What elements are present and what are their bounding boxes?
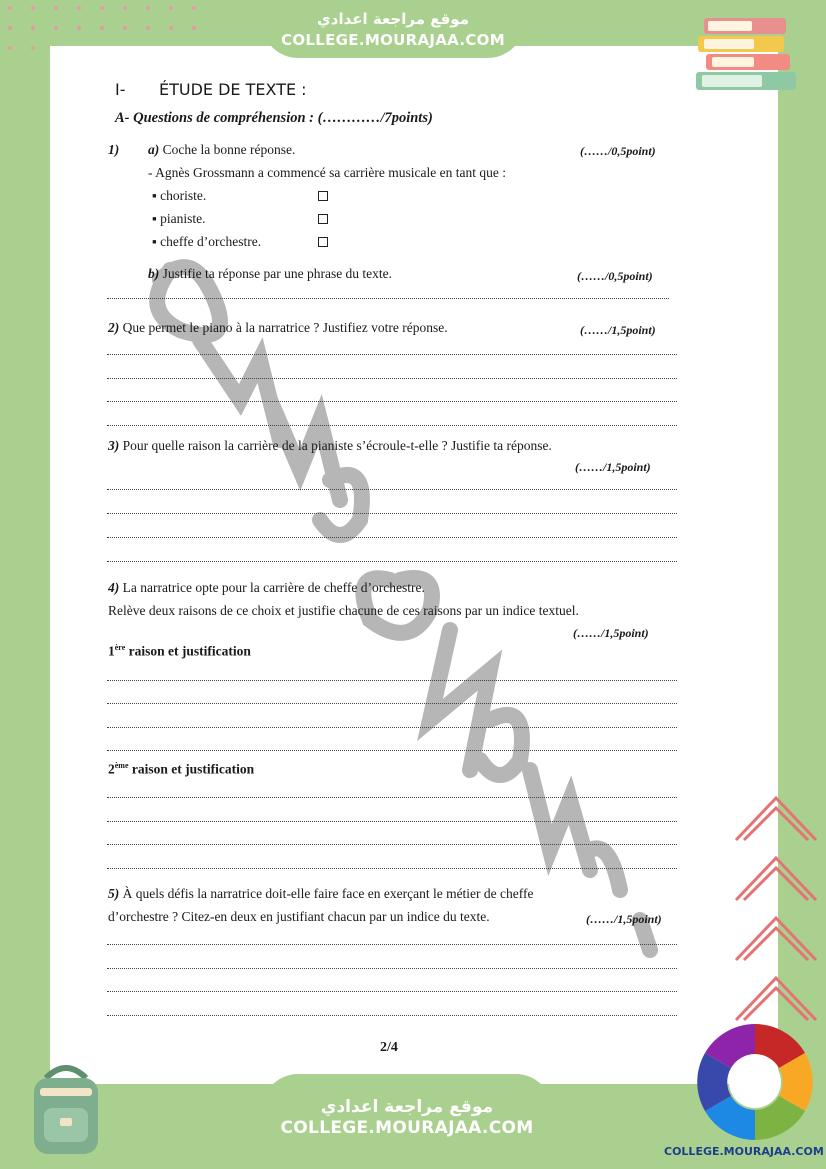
answer-line[interactable] xyxy=(107,821,677,822)
q4-line xyxy=(108,580,425,596)
decorative-dot xyxy=(77,6,81,10)
answer-line[interactable] xyxy=(107,489,677,490)
site-domain[interactable]: COLLEGE.MOURAJAA.COM xyxy=(281,31,505,49)
section-title: ÉTUDE DE TEXTE : xyxy=(159,80,307,99)
answer-line[interactable] xyxy=(107,680,677,681)
option-item: ▪ cheffe d’orchestre. xyxy=(152,234,262,249)
q1b-label: b) xyxy=(148,266,160,281)
q5-line xyxy=(108,886,534,902)
q5-text-2: d’orchestre ? Citez-en deux en justifiant chacun par un indice du texte. xyxy=(108,909,490,924)
site-arabic-name: موقع مراجعة اعدادي xyxy=(320,1097,494,1117)
q1a-label: a) xyxy=(148,142,160,157)
site-logo-icon[interactable] xyxy=(694,1022,816,1142)
answer-line[interactable] xyxy=(107,727,677,728)
decorative-dot xyxy=(31,6,35,10)
q3-line xyxy=(108,438,552,454)
answer-line[interactable] xyxy=(107,561,677,562)
q1b-line xyxy=(148,266,392,282)
option-checkbox[interactable] xyxy=(318,214,328,224)
backpack-icon xyxy=(16,1058,116,1158)
site-banner-top xyxy=(262,0,524,58)
q2-line xyxy=(108,320,448,336)
answer-line[interactable] xyxy=(107,944,677,945)
answer-line[interactable] xyxy=(107,513,677,514)
q1-line xyxy=(108,142,295,158)
decorative-dot xyxy=(169,26,173,30)
answer-line[interactable] xyxy=(107,1015,677,1016)
answer-line[interactable] xyxy=(107,750,677,751)
q1-prompt: - Agnès Grossmann a commencé sa carrière musicale en tant que : xyxy=(148,165,506,180)
reason-2-number: 2 xyxy=(108,761,115,777)
decorative-dot xyxy=(100,6,104,10)
reason-1-heading xyxy=(108,643,251,660)
answer-line[interactable] xyxy=(107,401,677,402)
decorative-dot xyxy=(31,46,35,50)
decorative-dot xyxy=(54,26,58,30)
site-domain[interactable]: COLLEGE.MOURAJAA.COM xyxy=(280,1118,534,1138)
option-item: ▪ pianiste. xyxy=(152,211,206,226)
decorative-dot xyxy=(169,6,173,10)
q1a-text: Coche la bonne réponse. xyxy=(162,142,296,157)
answer-line[interactable] xyxy=(107,991,677,992)
answer-line[interactable] xyxy=(107,378,677,379)
decorative-dot xyxy=(192,26,196,30)
answer-line[interactable] xyxy=(107,868,677,869)
page-number: 2/4 xyxy=(380,1040,398,1055)
site-arabic-name: موقع مراجعة اعدادي xyxy=(317,10,469,28)
answer-line[interactable] xyxy=(107,425,677,426)
reason-1-sup: ère xyxy=(114,643,126,652)
q1b-points: (……/0,5point) xyxy=(577,269,653,283)
decorative-dot xyxy=(77,26,81,30)
q3-number: 3) xyxy=(108,438,120,453)
q1-number: 1) xyxy=(108,142,120,157)
q2-text: Que permet le piano à la narratrice ? Justifiez votre réponse. xyxy=(122,320,448,335)
option-item: ▪ choriste. xyxy=(152,188,207,203)
decorative-dot xyxy=(8,46,12,50)
reason-1-label: raison et justification xyxy=(125,643,251,659)
option-checkbox[interactable] xyxy=(318,237,328,247)
decorative-dot xyxy=(123,6,127,10)
q4-text-2: Relève deux raisons de ce choix et justifie chacune de ces raisons par un indice textuel. xyxy=(108,603,579,618)
decorative-dot xyxy=(100,26,104,30)
answer-line[interactable] xyxy=(107,354,677,355)
decorative-dot xyxy=(31,26,35,30)
q5-text-1: À quels défis la narratrice doit-elle faire face en exerçant le métier de cheffe xyxy=(122,886,534,901)
q1a-points: (……/0,5point) xyxy=(580,144,656,158)
q4-text-1: La narratrice opte pour la carrière de cheffe d’orchestre. xyxy=(122,580,425,595)
option-checkbox[interactable] xyxy=(318,191,328,201)
q4-number: 4) xyxy=(108,580,120,595)
answer-line[interactable] xyxy=(107,968,677,969)
decorative-dot xyxy=(123,26,127,30)
q5-points: (……/1,5point) xyxy=(586,912,662,926)
chevron-up-icons xyxy=(730,790,820,1030)
q5-number: 5) xyxy=(108,886,120,901)
answer-line[interactable] xyxy=(107,298,669,299)
q3-points: (……/1,5point) xyxy=(575,460,651,474)
q4-points: (……/1,5point) xyxy=(573,626,649,640)
section-heading xyxy=(115,80,307,99)
decorative-dot xyxy=(146,26,150,30)
decorative-dot xyxy=(146,6,150,10)
reason-2-sup: ème xyxy=(114,761,129,770)
decorative-dot xyxy=(54,6,58,10)
books-icon xyxy=(694,14,804,96)
decorative-dot xyxy=(8,26,12,30)
q2-number: 2) xyxy=(108,320,120,335)
section-number: I- xyxy=(115,80,126,99)
answer-line[interactable] xyxy=(107,797,677,798)
answer-line[interactable] xyxy=(107,537,677,538)
logo-label: COLLEGE.MOURAJAA.COM xyxy=(664,1145,824,1158)
reason-2-label: raison et justification xyxy=(128,761,255,777)
section-subtitle: A- Questions de compréhension : (…………/7points) xyxy=(115,110,433,126)
reason-2-heading xyxy=(108,761,254,778)
q3-text: Pour quelle raison la carrière de la pianiste s’écroule-t-elle ? Justifie ta réponse. xyxy=(122,438,552,453)
answer-line[interactable] xyxy=(107,844,677,845)
q2-points: (……/1,5point) xyxy=(580,323,656,337)
answer-line[interactable] xyxy=(107,703,677,704)
q1b-text: Justifie ta réponse par une phrase du texte. xyxy=(162,266,393,281)
decorative-dot xyxy=(192,6,196,10)
site-banner-bottom xyxy=(262,1074,552,1169)
decorative-dot xyxy=(8,6,12,10)
reason-1-number: 1 xyxy=(108,643,115,659)
